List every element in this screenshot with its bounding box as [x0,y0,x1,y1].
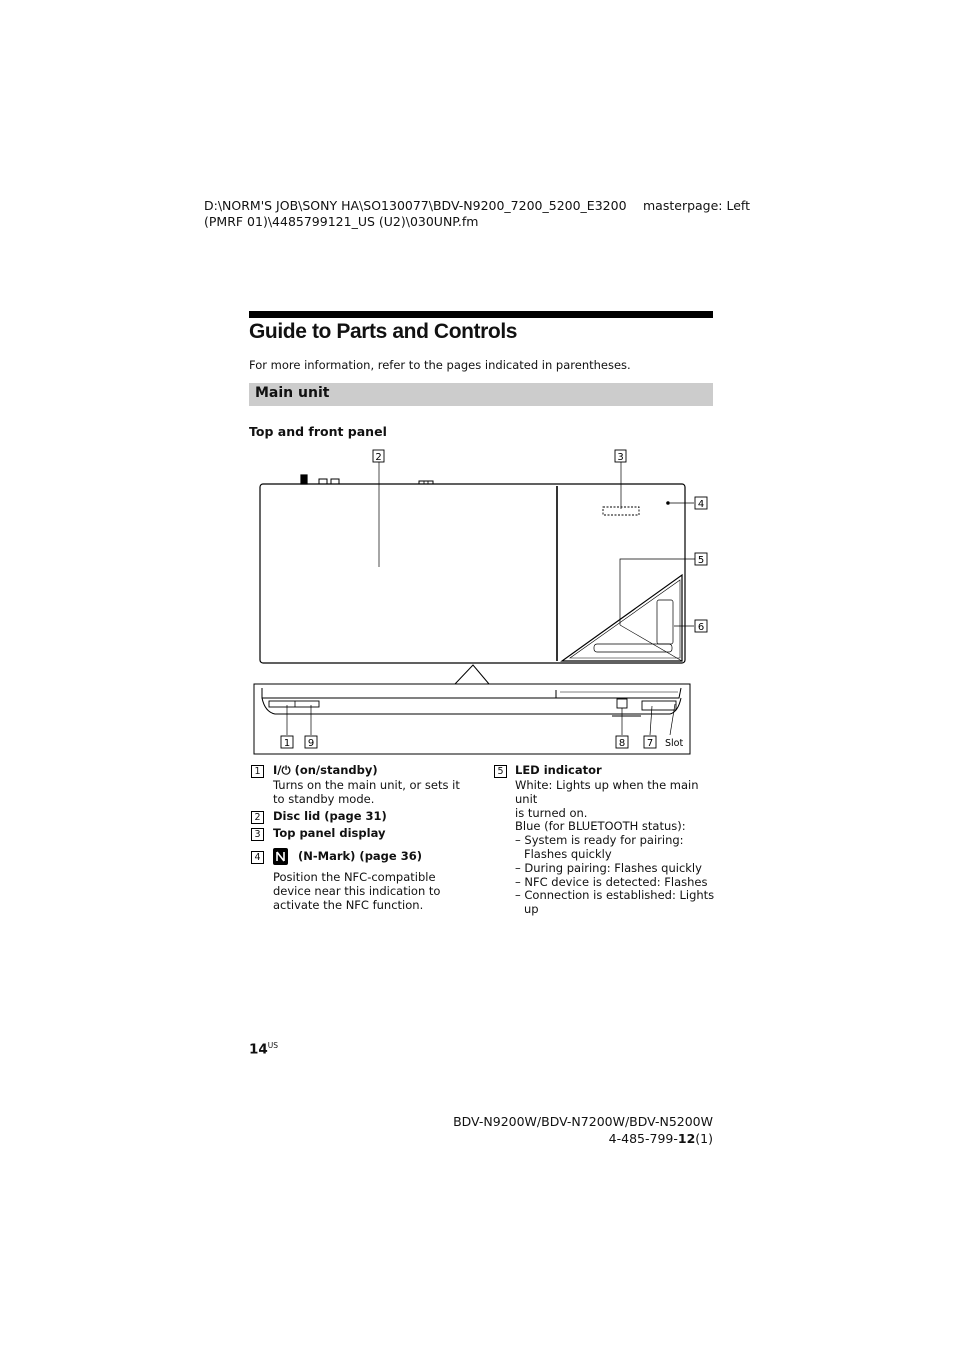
callout-3-label: 3 [617,452,624,463]
masterpage-label: masterpage: Left [643,198,751,213]
slot-label: Slot [665,738,684,749]
item-5-bullet-cont: up [524,902,539,917]
connector-1 [301,475,307,484]
item-2 [251,809,387,824]
item-5-bullet: – During pairing: Flashes quickly [515,860,702,875]
item-1-number: 1 [251,765,264,778]
callout-8 [616,736,628,749]
callout-3 [615,450,626,463]
item-5-line: is turned on. [515,805,588,820]
item-5-bullet: – Connection is established: Lights [515,888,715,903]
item-3-label: Top panel display [273,826,386,840]
footer-code [609,1130,713,1147]
callout-7 [644,736,656,749]
callout-4 [695,497,707,510]
item-5-bullet: – System is ready for pairing: [515,833,684,848]
callout-6-label: 6 [697,622,705,633]
item-5-bullet: – NFC device is detected: Flashes [515,874,708,889]
footer-models: BDV-N9200W/BDV-N7200W/BDV-N5200W [453,1114,713,1129]
page-number-value: 14 [249,1041,268,1058]
callout-5 [695,553,707,566]
callout-2 [373,450,384,463]
item-1-desc: Turns on the main unit, or sets it to standby mode. [273,778,460,806]
led-dot [667,502,669,504]
item-5-bullet-cont: Flashes quickly [524,846,612,861]
callout-1 [281,736,293,749]
footer-code-suffix: (1) [695,1131,713,1146]
item-1-label: I/⏻ (on/standby) [273,763,378,777]
item-5-line: White: Lights up when the main unit [515,778,699,806]
callout-5-label: 5 [697,555,705,566]
callout-1-label: 1 [283,738,291,749]
item-4-label: (N-Mark) (page 36) [298,849,422,863]
callout-6 [695,620,707,633]
item-4-desc: Position the NFC-compatible device near this indication to activate the NFC function. [273,870,441,912]
intro-text: For more information, refer to the pages indicated in parentheses. [249,358,631,372]
item-5 [494,763,602,778]
item-4 [251,849,422,864]
item-5-label: LED indicator [515,763,602,777]
item-5-line: Blue (for BLUETOOTH status): [515,819,686,834]
item-5-number: 5 [494,765,507,778]
item-2-label: Disc lid (page 31) [273,809,387,823]
file-path-line2: (PMRF 01)\4485799121_US (U2)\030UNP.fm [204,214,479,229]
file-path-line1: D:\NORM'S JOB\SONY HA\SO130077\BDV-N9200_7200_5200_E3200 [204,198,627,213]
callout-9 [305,736,317,749]
top-view-body [260,484,685,663]
page-number [249,1041,278,1058]
title-rule [249,311,713,318]
item-3-number: 3 [251,828,264,841]
callout-7-label: 7 [646,738,654,749]
callout-4-label: 4 [697,499,705,510]
page-title: Guide to Parts and Controls [249,320,518,343]
page-number-suffix: US [267,1041,279,1050]
item-4-number: 4 [251,851,264,864]
touch-panel-triangle [562,575,682,661]
item-5-desc [515,779,715,917]
item-2-number: 2 [251,811,264,824]
footer-code-prefix: 4-485-799- [608,1131,678,1146]
main-unit-diagram [240,445,720,760]
n-mark-icon [273,848,288,865]
section-bar [249,383,713,406]
footer-code-bold: 12 [677,1131,696,1146]
section-title: Main unit [255,385,330,401]
subsection-title: Top and front panel [249,424,387,439]
callout-9-label: 9 [307,738,315,749]
callout-2-label: 2 [375,452,382,463]
callout-8-label: 8 [618,738,626,749]
item-3 [251,826,386,841]
item-1 [251,763,378,778]
